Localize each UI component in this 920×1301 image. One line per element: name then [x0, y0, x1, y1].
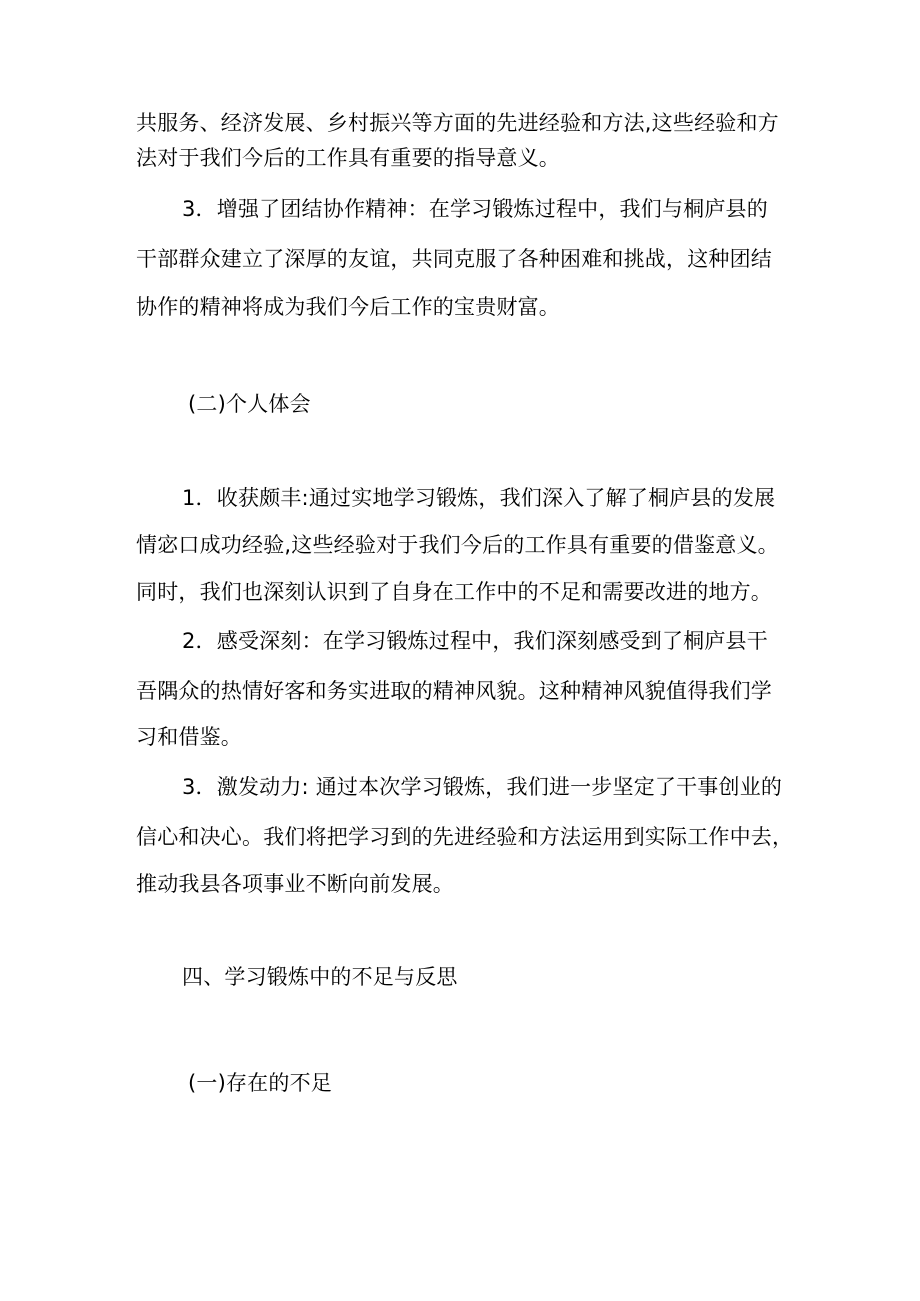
paragraph-line: 推动我县各项事业不断向前发展。 [136, 872, 454, 896]
paragraph-line: 情宓口成功经验,这些经验对于我们今后的工作具有重要的借鉴意义。 [136, 533, 779, 557]
paragraph-line: 共服务、经济发展、乡村振兴等方面的先进经验和方法,这些经验和方 [136, 111, 779, 135]
subheading-shortcomings: (一)存在的不足 [188, 1071, 332, 1095]
list-item-3-line: 3．增强了团结协作精神：在学习锻炼过程中，我们与桐庐县的 [182, 197, 768, 221]
subheading-personal-experience: (二)个人体会 [188, 392, 311, 416]
paragraph-line: 信心和决心。我们将把学习到的先进经验和方法运用到实际工作中去， [136, 825, 794, 849]
paragraph-line: 干部群众建立了深厚的友谊，共同克服了各种困难和挑战，这种团结 [136, 247, 772, 271]
paragraph-line: 协作的精神将成为我们今后工作的宝贵财富。 [136, 295, 560, 319]
section-heading-four: 四、学习锻炼中的不足与反思 [182, 965, 458, 989]
paragraph-line: 习和借鉴。 [136, 725, 242, 749]
list-item-1-line: 1．收获颇丰:通过实地学习锻炼，我们深入了解了桐庐县的发展 [182, 486, 776, 510]
paragraph-line: 吾隅众的热情好客和务实进取的精神风貌。这种精神风貌值得我们学 [136, 679, 772, 703]
paragraph-line: 法对于我们今后的工作具有重要的指导意义。 [136, 146, 560, 170]
list-item-2-line: 2．感受深刻：在学习锻炼过程中，我们深刻感受到了桐庐县干 [182, 629, 768, 653]
list-item-3-line: 3．激发动力: 通过本次学习锻炼，我们进一步坚定了干事创业的 [182, 775, 783, 799]
paragraph-line: 同时，我们也深刻认识到了自身在工作中的不足和需要改进的地方。 [136, 580, 772, 604]
